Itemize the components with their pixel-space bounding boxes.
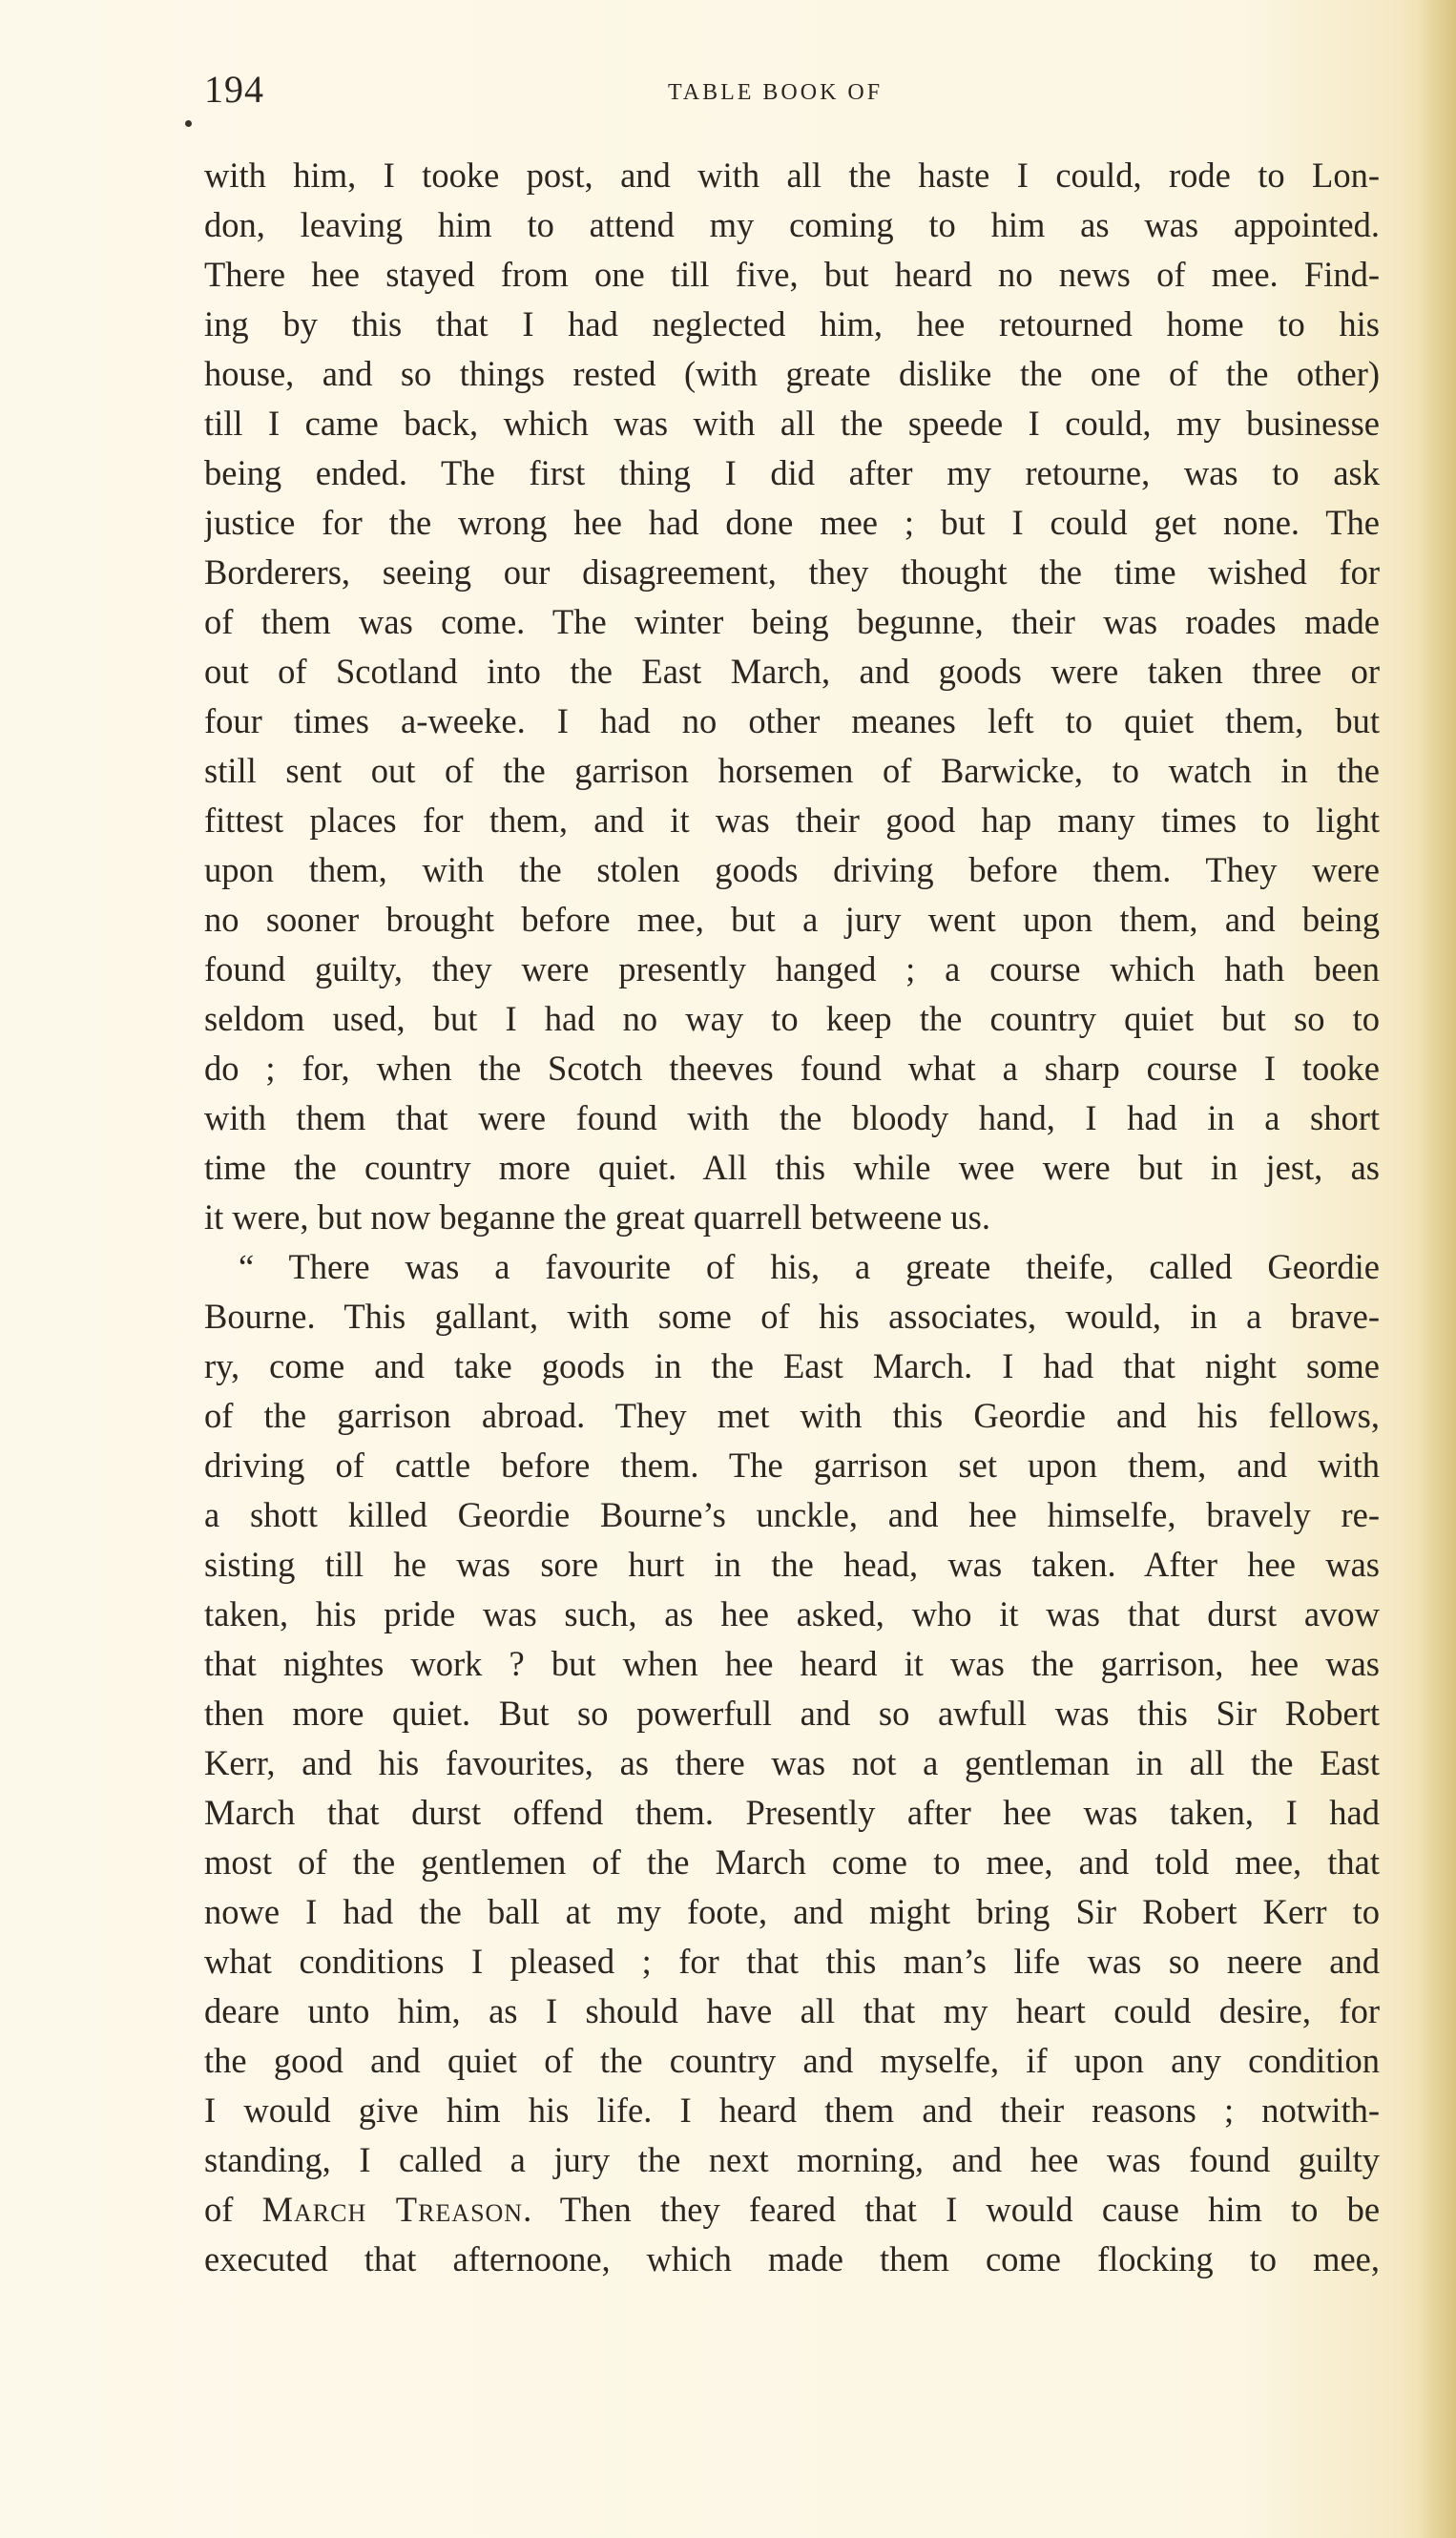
page-number: 194 [204, 68, 264, 111]
text-line: Bourne. This gallant, with some of his associates, would, in a brave- [204, 1297, 1380, 1336]
text-line: upon them, with the stolen goods driving before them. They were [204, 850, 1380, 889]
text-line: driving of cattle before them. The garrison set upon them, and with [204, 1446, 1380, 1485]
text-line: March that durst offend them. Presently after hee was taken, I had [204, 1793, 1380, 1832]
text-line: with him, I tooke post, and with all the haste I could, rode to Lon- [204, 156, 1380, 195]
text-line: the good and quiet of the country and myselfe, if upon any condition [204, 2041, 1380, 2080]
line-text-before: of [204, 2190, 262, 2229]
text-line: a shott killed Geordie Bourne’s unckle, and hee himselfe, bravely re- [204, 1495, 1380, 1534]
text-line: deare unto him, as I should have all that my heart could desire, for [204, 1991, 1380, 2030]
text-line: four times a-weeke. I had no other meanes left to quiet them, but [204, 701, 1380, 740]
text-line-paragraph-end: it were, but now beganne the great quarrell betweene us. [204, 1197, 990, 1237]
text-line: Kerr, and his favourites, as there was not a gentleman in all the East [204, 1743, 1380, 1782]
text-line: Borderers, seeing our disagreement, they thought the time wished for [204, 552, 1380, 592]
text-line: that nightes work ? but when hee heard it was the garrison, hee was [204, 1644, 1380, 1683]
text-line-paragraph-start: “ There was a favourite of his, a greate theife, called Geordie [239, 1247, 1380, 1286]
text-line: time the country more quiet. All this while wee were but in jest, as [204, 1148, 1380, 1187]
text-line: still sent out of the garrison horsemen of Barwicke, to watch in the [204, 751, 1380, 790]
text-line: being ended. The first thing I did after my retourne, was to ask [204, 453, 1380, 492]
text-line: most of the gentlemen of the March come to mee, and told mee, that [204, 1842, 1380, 1882]
text-line: no sooner brought before mee, but a jury went upon them, and being [204, 900, 1380, 939]
text-line: executed that afternoone, which made them come flocking to mee, [204, 2239, 1380, 2278]
text-line: then more quiet. But so powerfull and so awfull was this Sir Robert [204, 1694, 1380, 1733]
text-line: I would give him his life. I heard them and their reasons ; notwith- [204, 2091, 1380, 2130]
text-line: fittest places for them, and it was their good hap many times to light [204, 801, 1380, 840]
body-text [204, 151, 1380, 2284]
text-line: till I came back, which was with all the speede I could, my businesse [204, 404, 1380, 443]
text-line: of the garrison abroad. They met with this Geordie and his fellows, [204, 1396, 1380, 1435]
ink-dot [185, 120, 192, 127]
text-line: do ; for, when the Scotch theeves found what a sharp course I tooke [204, 1049, 1380, 1088]
text-line: found guilty, they were presently hanged ; a course which hath been [204, 949, 1380, 988]
text-line: There hee stayed from one till five, but heard no news of mee. Find- [204, 255, 1380, 294]
line-text-after: . Then they feared that I would cause him to be [523, 2190, 1380, 2229]
text-line: nowe I had the ball at my foote, and might bring Sir Robert Kerr to [204, 1892, 1380, 1931]
text-line: taken, his pride was such, as hee asked, who it was that durst avow [204, 1594, 1380, 1633]
small-caps-phrase: March Treason [261, 2190, 524, 2229]
text-line: what conditions I pleased ; for that this man’s life was so neere and [204, 1942, 1380, 1981]
text-line: out of Scotland into the East March, and goods were taken three or [204, 652, 1380, 691]
text-line-with-small-caps [204, 2185, 1380, 2235]
text-line: justice for the wrong hee had done mee ; but I could get none. The [204, 503, 1380, 542]
text-line: of them was come. The winter being begunne, their was roades made [204, 602, 1380, 641]
text-line: seldom used, but I had no way to keep the country quiet but so to [204, 999, 1380, 1038]
text-line: ing by this that I had neglected him, hee retourned home to his [204, 304, 1380, 343]
text-line: with them that were found with the bloody hand, I had in a short [204, 1098, 1380, 1137]
text-line: standing, I called a jury the next morning, and hee was found guilty [204, 2140, 1380, 2179]
page-edge-shading [1418, 0, 1456, 2538]
text-line: house, and so things rested (with greate dislike the one of the other) [204, 354, 1380, 393]
page-header [0, 67, 1456, 124]
text-line: ry, come and take goods in the East March. I had that night some [204, 1346, 1380, 1385]
text-line: don, leaving him to attend my coming to him as was appointed. [204, 205, 1380, 244]
text-line: sisting till he was sore hurt in the head, was taken. After hee was [204, 1545, 1380, 1584]
running-head: TABLE BOOK OF [668, 80, 884, 105]
